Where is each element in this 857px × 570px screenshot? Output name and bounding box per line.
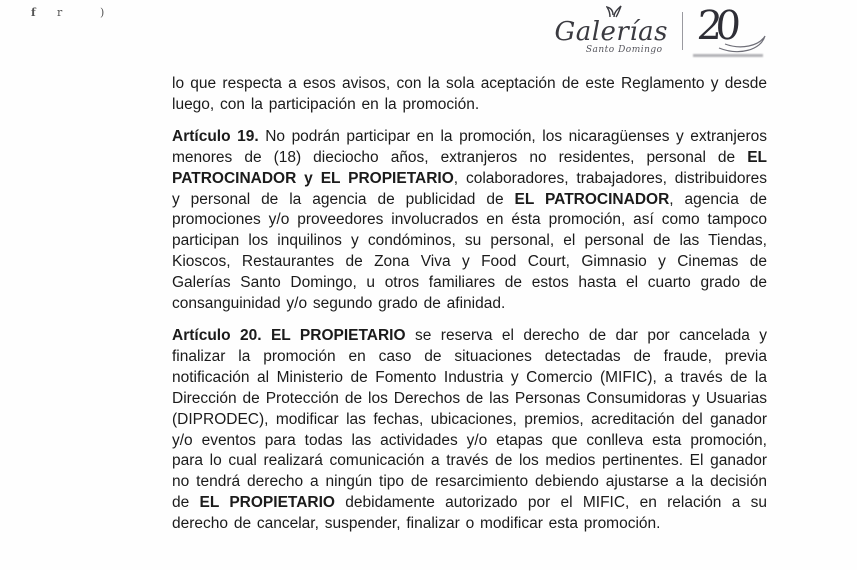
text-segment: lo que respecta a esos avisos, con la sola aceptación de este Reglamento y desde luego, con la participación en la promoción.	[172, 75, 767, 113]
text-segment: , colaboradores, trabajadores, distribuidores y personal de la agencia de publicidad de	[172, 169, 767, 208]
brand-subtitle: Santo Domingo	[585, 44, 663, 55]
document-body	[172, 74, 767, 535]
anniversary-logo	[695, 3, 769, 58]
anniversary-number: 20	[695, 3, 736, 49]
text-segment-bold: Artículo 19.	[172, 127, 259, 145]
text-segment-bold: EL PATROCINADOR y EL PROPIETARIO	[172, 148, 767, 187]
scan-mark: r	[57, 6, 63, 19]
brand-name: Galerías	[554, 17, 668, 47]
page-header	[554, 3, 769, 58]
text-segment: , agencia de promociones y/o proveedores involucrados en ésta promoción, así como tampoco participan los inquilinos y condóminos, su personal, el personal de las Tiendas, Kioscos, Restaurantes de Zona Viva y Food Court, Gimnasio y Cinemas de Galerías Santo Domingo, u otros familiares de estos hasta el cuarto grado de consanguinidad y/o segundo grado de afinidad.	[172, 190, 767, 313]
scan-mark: f	[31, 6, 36, 19]
bird-icon	[606, 5, 622, 19]
logo-divider	[682, 12, 683, 50]
paragraph	[172, 326, 767, 535]
text-segment: No podrán participar en la promoción, los nicaragüenses y extranjeros menores de (18) dieciocho años, extranjeros no residentes, personal de	[172, 127, 767, 166]
scan-mark: )	[100, 6, 105, 19]
text-segment-bold: Artículo 20. EL PROPIETARIO	[172, 326, 406, 344]
text-segment: se reserva el derecho de dar por cancelada y finalizar la promoción en caso de situaciones detectadas de fraude, previa notificación al Ministerio de Fomento Industria y Comercio (MIFIC), a través de la Dirección de Protección de los Derechos de las Personas Consumidoras y Usuarias (DIPRODEC), modificar las fechas, ubicaciones, premios, acreditación del ganador y/o eventos para todas las actividades y/o etapas que conlleva esta promoción, para lo cual realizará comunicación a través de los medios pertinentes. El ganador no tendrá derecho a ningún tipo de resarcimiento debiendo ajustarse a la decisión de	[172, 326, 767, 512]
text-segment-bold: EL PATROCINADOR	[514, 190, 670, 208]
text-segment-bold: EL PROPIETARIO	[199, 494, 335, 512]
logo-tagline-smudge	[693, 54, 763, 57]
text-segment: debidamente autorizado por el MIFIC, en relación a su derecho de cancelar, suspender, finalizar o modificar esta promoción.	[172, 494, 767, 533]
galerias-logo	[554, 6, 668, 55]
paragraph	[172, 74, 767, 116]
paragraph	[172, 127, 767, 315]
